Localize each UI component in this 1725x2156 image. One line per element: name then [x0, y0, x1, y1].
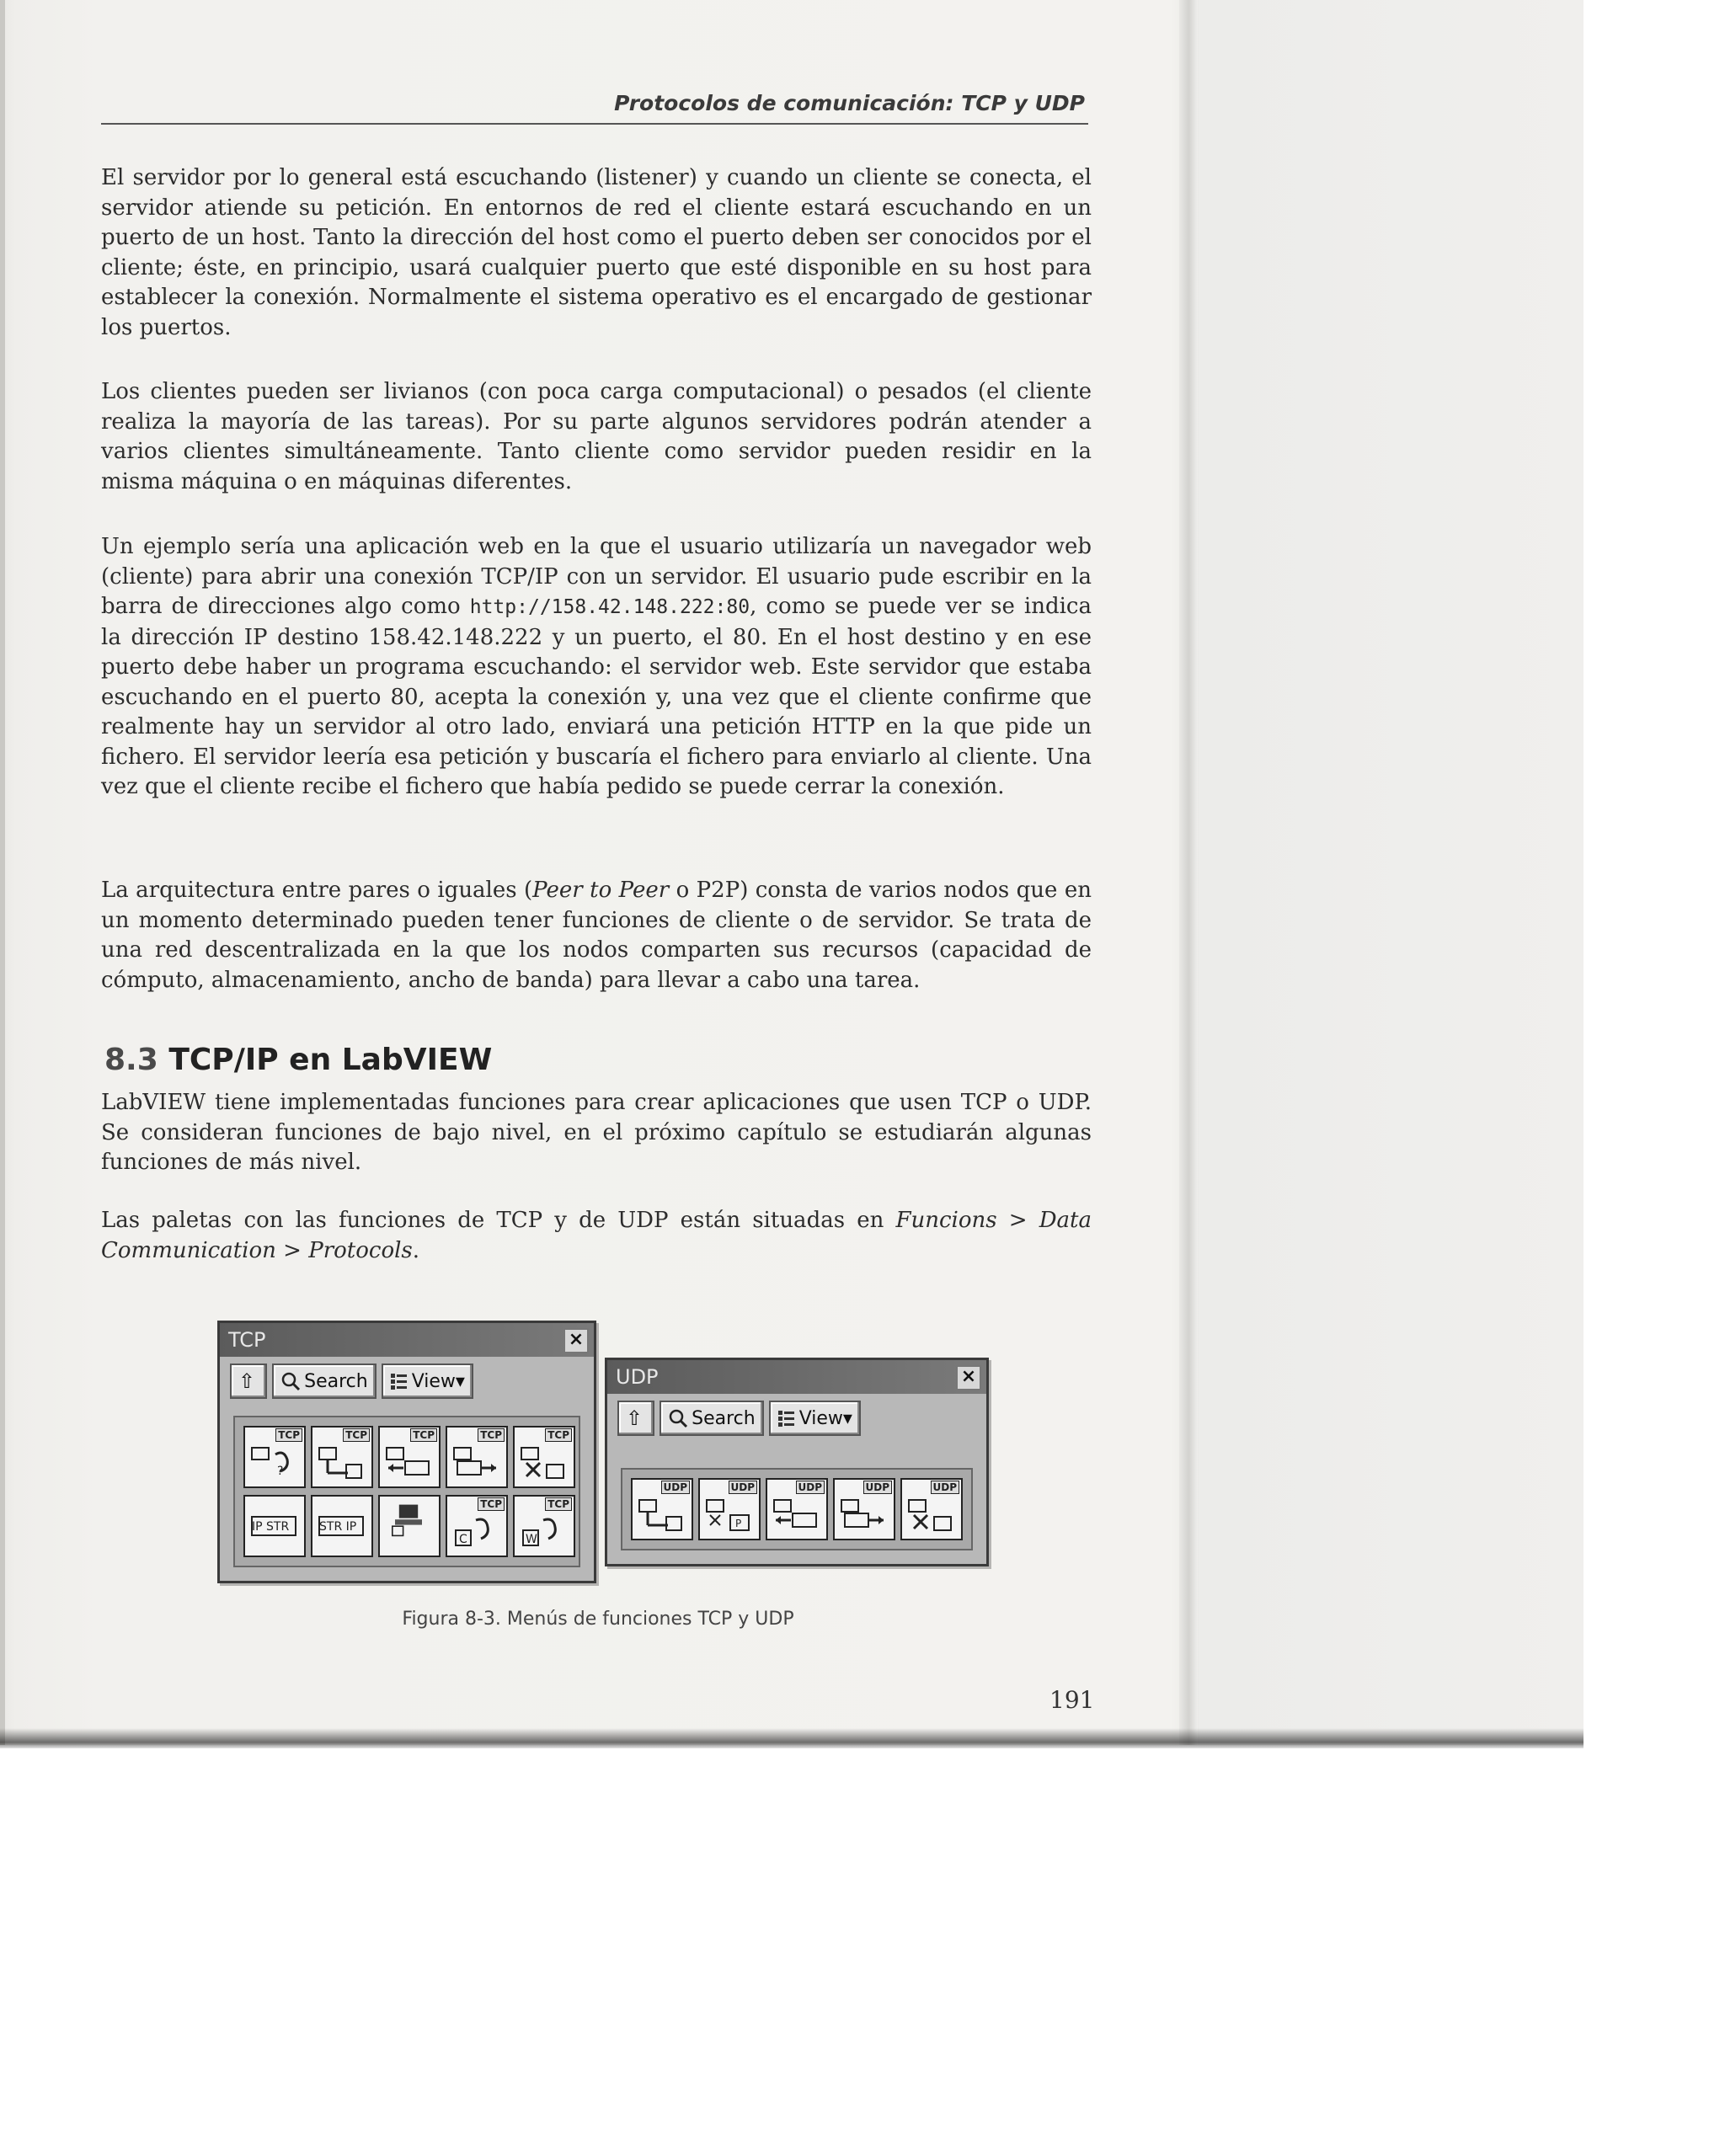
paragraph-p2p: [101, 876, 1092, 995]
paragraph-palette-location: [101, 1206, 1092, 1266]
icon-tag: TCP: [545, 1428, 572, 1442]
tcp-search-label: Search: [304, 1370, 368, 1392]
icon-tag: UDP: [796, 1481, 825, 1494]
svg-text:W: W: [526, 1533, 537, 1546]
palette-location-path: Funcions > Data Communication > Protocols: [101, 1208, 1092, 1263]
tcp-view-button[interactable]: [382, 1364, 473, 1399]
page-binding-edge: [1179, 0, 1198, 1745]
udp-open-icon[interactable]: [631, 1478, 693, 1540]
udp-palette-title: UDP: [616, 1365, 659, 1389]
ip-str-label: IP STR: [252, 1520, 290, 1534]
tcp-close-button[interactable]: ×: [563, 1328, 589, 1353]
url-code: http://158.42.148.222:80: [469, 596, 750, 618]
udp-palette-titlebar[interactable]: [607, 1360, 986, 1394]
paragraph-client-types: Los clientes pueden ser livianos (con poca carga computacional) o pesados (el cliente realiza la mayoría de las tareas). Por su parte algunos servidores podrán atender a varios clientes simultáneamente. Tanto cliente como servidor pueden residir en la misma máquina o en máquinas diferentes.: [101, 379, 1092, 494]
tcp-view-label: View▾: [411, 1370, 465, 1392]
tcp-create-listener-icon[interactable]: [446, 1495, 508, 1557]
icon-tag: UDP: [729, 1481, 758, 1494]
search-icon: [280, 1371, 301, 1391]
tcp-palette: [217, 1321, 596, 1583]
icon-tag: TCP: [410, 1428, 437, 1442]
udp-up-button[interactable]: [617, 1401, 654, 1436]
web-example-text-a: Un ejemplo sería una aplicación web en la que el usuario utilizaría un navegador web (cliente) para abrir una conexión TCP/IP con un servidor. El usuario pude escribir en la barra de direcciones algo como: [101, 534, 1092, 619]
p2p-emphasis: Peer to Peer: [532, 878, 670, 903]
web-example-text-b: , como se puede ver se indica la dirección IP destino 158.42.148.222 y un puerto, el 80. En el host destino y en ese puerto debe haber un programa escuchando: el servidor web. Este servidor que estaba escuchando en el puerto 80, acepta la conexión y, una vez que el cliente confirme que realmente hay un servidor al otro lado, enviará una petición HTTP en la que pide un fichero. El servidor leería esa petición y buscaría el fichero para enviarlo al cliente. Una vez que el cliente recibe el fichero que había pedido se puede cerrar la conexión.: [101, 594, 1092, 799]
section-number: 8.3: [104, 1043, 158, 1077]
tcp-palette-titlebar[interactable]: [220, 1323, 594, 1357]
page-bottom-shadow: [0, 1728, 1583, 1748]
view-list-icon: [777, 1409, 796, 1428]
udp-close-button[interactable]: ×: [956, 1365, 981, 1390]
paragraph-labview-functions: LabVIEW tiene implementadas funciones para crear aplicaciones que usen TCP o UDP. Se consideran funciones de bajo nivel, en el próximo capítulo se estudiarán algunas funciones de más nivel.: [101, 1090, 1092, 1175]
search-icon: [668, 1408, 688, 1428]
ip-to-string-icon[interactable]: [243, 1495, 306, 1557]
udp-palette: [605, 1358, 989, 1566]
paragraph-web-example: [101, 532, 1092, 803]
icon-tag: TCP: [545, 1497, 572, 1511]
tcp-close-connection-icon[interactable]: [513, 1426, 575, 1488]
udp-write-icon[interactable]: [833, 1478, 895, 1540]
section-title-text: TCP/IP en LabVIEW: [168, 1043, 493, 1077]
figure-caption: Figura 8-3. Menús de funciones TCP y UDP: [402, 1609, 794, 1630]
tcp-toolbar: [220, 1357, 594, 1406]
icon-tag: TCP: [343, 1428, 370, 1442]
icon-tag: TCP: [478, 1428, 505, 1442]
header-rule: [101, 123, 1088, 125]
udp-view-label: View▾: [798, 1407, 852, 1429]
tcp-wait-on-listener-icon[interactable]: [513, 1495, 575, 1557]
tcp-open-connection-icon[interactable]: [311, 1426, 373, 1488]
udp-function-icons: [621, 1468, 973, 1550]
icon-tag: TCP: [275, 1428, 302, 1442]
tcp-function-icons: [233, 1416, 580, 1567]
str-ip-label: STR IP: [319, 1520, 357, 1534]
udp-multicast-open-icon[interactable]: [698, 1478, 761, 1540]
svg-text:P: P: [735, 1518, 742, 1529]
paragraph-server-client: El servidor por lo general está escuchando (listener) y cuando un cliente se conecta, el servidor atiende su petición. En entornos de red el cliente estará escuchando en un puerto de un host. Tanto la dirección del host como el puerto deben ser conocidos por el cliente; éste, en principio, usará cualquier puerto que esté disponible en su host para establecer la conexión. Normalmente el sistema operativo es el encargado de gestionar los puertos.: [101, 165, 1092, 340]
page-left-edge: [0, 0, 5, 1745]
tcp-write-icon[interactable]: [446, 1426, 508, 1488]
page-number: 191: [1049, 1686, 1095, 1714]
svg-text:?: ?: [277, 1465, 284, 1478]
icon-tag: UDP: [931, 1481, 960, 1494]
icon-tag: UDP: [863, 1481, 893, 1494]
tcp-up-button[interactable]: [230, 1364, 267, 1399]
udp-read-icon[interactable]: [766, 1478, 828, 1540]
udp-search-label: Search: [692, 1407, 756, 1429]
udp-view-button[interactable]: [769, 1401, 861, 1436]
tcp-listen-icon[interactable]: [243, 1426, 306, 1488]
up-arrow-icon: ⇧: [238, 1369, 256, 1393]
palette-location-end: .: [412, 1237, 420, 1263]
tcp-palette-title: TCP: [228, 1328, 266, 1352]
tcp-read-icon[interactable]: [378, 1426, 441, 1488]
tcp-search-button[interactable]: [272, 1364, 377, 1399]
p2p-text-a: La arquitectura entre pares o iguales (: [101, 878, 533, 903]
p2p-text-b: o P2P) consta de varios nodos que en un momento determinado pueden tener funciones de cliente o de servidor. Se trata de una red descentralizada en la que los nodos comparten sus recursos (capacidad de cómputo, almacenamiento, ancho de banda) para llevar a cabo una tarea.: [101, 878, 1092, 993]
up-arrow-icon: ⇧: [626, 1406, 644, 1430]
udp-search-button[interactable]: [660, 1401, 764, 1436]
palette-location-text: Las paletas con las funciones de TCP y de UDP están situadas en: [101, 1208, 896, 1233]
udp-toolbar: [607, 1394, 986, 1443]
svg-text:C: C: [459, 1533, 467, 1546]
string-to-ip-icon[interactable]: [311, 1495, 373, 1557]
tcp-computer-icon[interactable]: [378, 1495, 441, 1557]
udp-close-icon[interactable]: [900, 1478, 963, 1540]
icon-tag: UDP: [661, 1481, 691, 1494]
icon-tag: TCP: [478, 1497, 505, 1511]
section-heading: [104, 1043, 492, 1077]
running-head: Protocolos de comunicación: TCP y UDP: [614, 91, 1085, 115]
view-list-icon: [390, 1372, 409, 1390]
